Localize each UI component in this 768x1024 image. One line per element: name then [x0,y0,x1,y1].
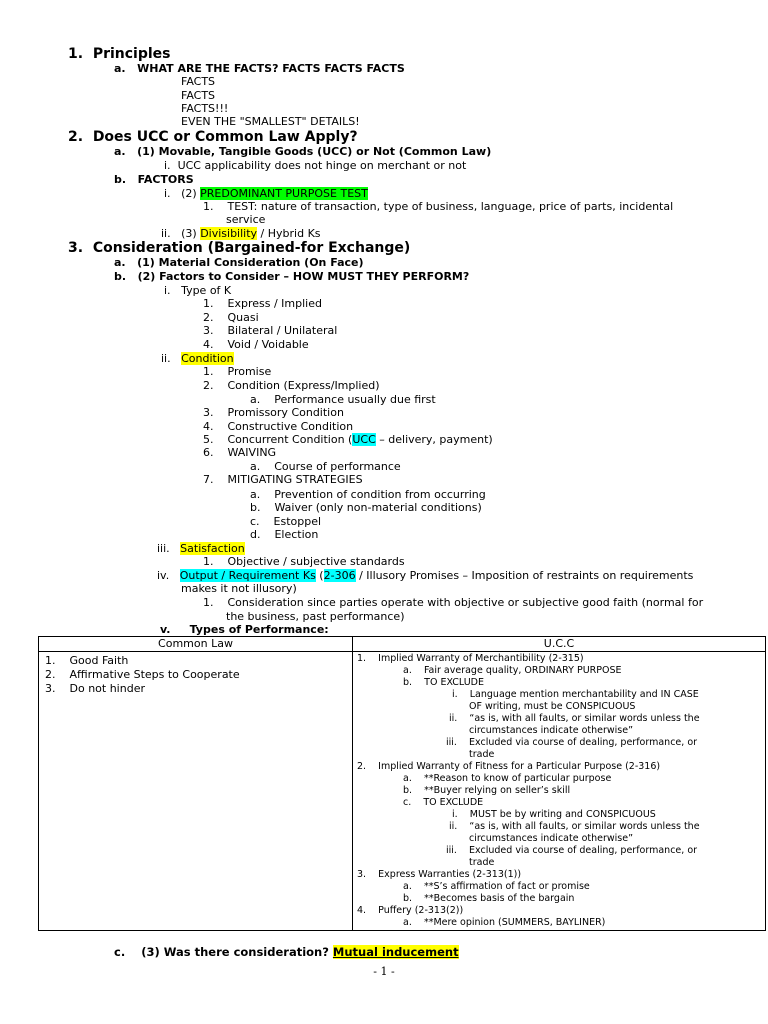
highlight: Condition [181,352,234,365]
outline-item: 1. TEST: nature of transaction, type of business, language, price of parts, incidental [203,200,674,213]
list-item: circumstances indicate otherwise” [469,833,634,844]
outline-item: 1. Consideration since parties operate with objective or subjective good faith (normal for [203,596,704,609]
outline-item: 7. MITIGATING STRATEGIES [203,473,363,486]
outline-item: 1. Express / Implied [203,297,322,310]
list-item: a. **Reason to know of particular purpose [403,773,612,784]
outline-item: b. Waiver (only non-material conditions) [250,501,482,514]
outline-item: 3. Promissory Condition [203,406,344,419]
outline-item: 6. WAIVING [203,446,277,459]
outline-item: 1. Promise [203,365,272,378]
outline-item: the business, past performance) [226,610,405,623]
list-item: trade [469,749,495,760]
common-law-cell [39,652,353,931]
list-item: 1. Good Faith [45,654,129,667]
section-title: Principles [92,46,171,62]
list-item: c. TO EXCLUDE [403,797,484,808]
highlight: PREDOMINANT PURPOSE TEST [200,187,368,200]
list-item: ii. “as is, with all faults, or similar words unless the [449,821,700,832]
highlight: Output / Requirement Ks [179,569,316,582]
highlight: Divisibility [200,227,258,240]
outline-item: ii. (3) Divisibility / Hybrid Ks [161,227,321,240]
list-item: iii. Excluded via course of dealing, performance, or [446,737,698,748]
section-1-heading [68,46,171,62]
outline-item: 2. Quasi [203,311,259,324]
outline-item: 2. Condition (Express/Implied) [203,379,380,392]
column-header-common-law: Common Law [39,637,353,652]
list-item: i. MUST be by writing and CONSPICUOUS [452,809,656,820]
list-item: b. **Becomes basis of the bargain [403,893,575,904]
outline-item: a. Course of performance [250,460,401,473]
list-item: b. TO EXCLUDE [403,677,484,688]
outline-item: v. Types of Performance: [160,623,329,636]
outline-item: 4. Void / Voidable [203,338,309,351]
outline-item: i. UCC applicability does not hinge on merchant or not [164,159,467,172]
list-item: 2. Affirmative Steps to Cooperate [45,668,240,681]
list-item: OF writing, must be CONSPICUOUS [469,701,636,712]
outline-item: makes it not illusory) [181,582,297,595]
outline-item: d. Election [250,528,319,541]
outline-item: a. Prevention of condition from occurring [250,488,486,501]
section-2-heading: 2. Does UCC or Common Law Apply? [68,129,358,145]
list-item: 3. Express Warranties (2-313(1)) [357,869,522,880]
list-item: trade [469,857,495,868]
outline-item: a. WHAT ARE THE FACTS? FACTS FACTS FACTS [114,62,405,75]
outline-item: a. Performance usually due first [250,393,436,406]
list-item: a. Fair average quality, ORDINARY PURPOSE [403,665,622,676]
list-item: 3. Do not hinder [45,682,145,695]
list-item: iii. Excluded via course of dealing, performance, or [446,845,698,856]
outline-item: 1. Objective / subjective standards [203,555,405,568]
outline-item: iii. Satisfaction [157,542,245,555]
list-item: a. **S’s affirmation of fact or promise [403,881,590,892]
page-number: - 1 - [373,965,395,978]
outline-item: i. Type of K [164,284,232,297]
outline-item: 3. Bilateral / Unilateral [203,324,338,337]
list-item: 1. Implied Warranty of Merchantibility (2-315) [357,653,584,664]
list-item: ii. “as is, with all faults, or similar words unless the [449,713,700,724]
list-item: 4. Puffery (2-313(2)) [357,905,464,916]
outline-item: i. (2) PREDOMINANT PURPOSE TEST [164,187,368,200]
column-header-ucc: U.C.C [353,637,766,652]
outline-item: c. Estoppel [250,515,322,528]
list-item: 2. Implied Warranty of Fitness for a Particular Purpose (2-316) [357,761,661,772]
outline-item: a. (1) Movable, Tangible Goods (UCC) or Not (Common Law) [114,145,492,158]
outline-item: ii. Condition [161,352,234,365]
list-item: b. **Buyer relying on seller’s skill [403,785,571,796]
outline-item: service [226,213,266,226]
outline-item: 5. Concurrent Condition (UCC – delivery, payment) [203,433,493,446]
highlight: 2-306 [323,569,356,582]
outline-item: c. (3) Was there consideration? Mutual inducement [114,945,459,959]
outline-item: b. (2) Factors to Consider – HOW MUST THEY PERFORM? [114,270,470,283]
ucc-cell [353,652,766,931]
outline-item: a. (1) Material Consideration (On Face) [114,256,364,269]
list-item: a. **Mere opinion (SUMMERS, BAYLINER) [403,917,606,928]
highlight: Mutual inducement [332,945,459,959]
list-item: circumstances indicate otherwise” [469,725,634,736]
highlight: Satisfaction [180,542,245,555]
outline-item: b. FACTORS [114,173,194,186]
section-number: 1. [68,46,84,62]
outline-item: 4. Constructive Condition [203,420,354,433]
list-item: i. Language mention merchantability and IN CASE [452,689,699,700]
section-3-heading: 3. Consideration (Bargained-for Exchange) [68,240,411,256]
performance-table [38,636,766,931]
outline-item: iv. Output / Requirement Ks (2-306 / Illusory Promises – Imposition of restraints on requirements [157,569,694,582]
highlight: UCC [352,433,376,446]
